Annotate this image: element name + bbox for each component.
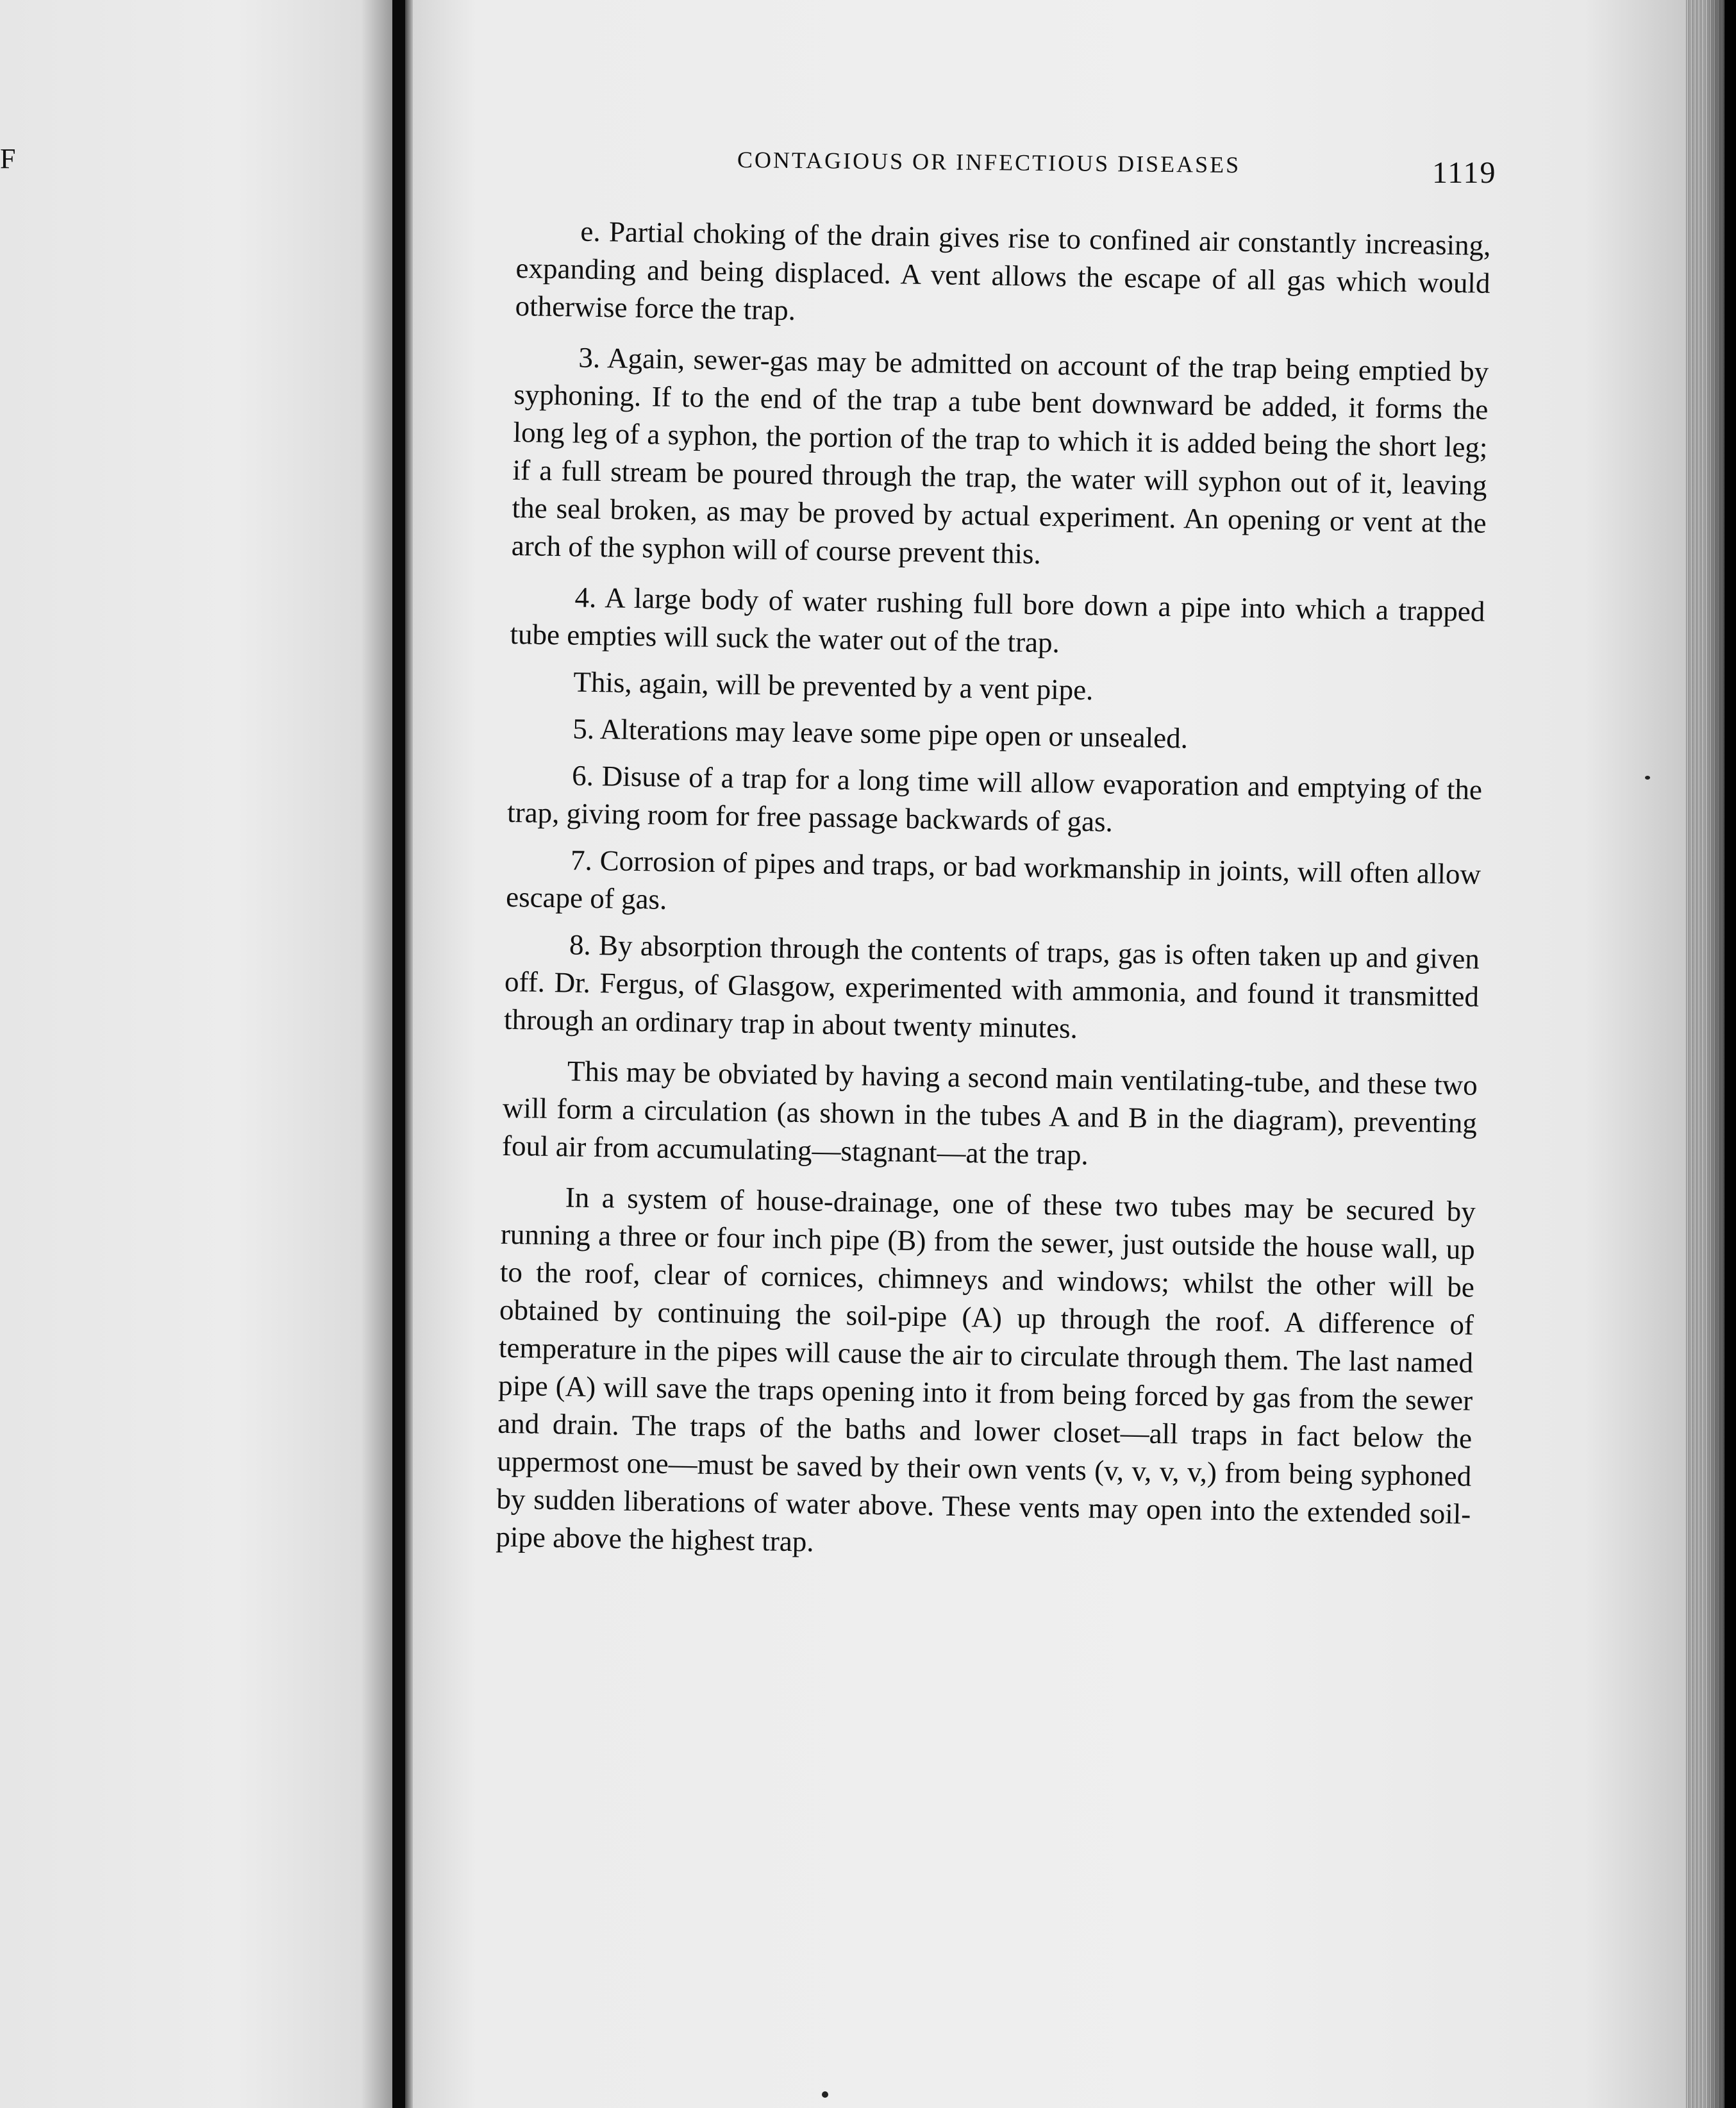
paragraph: This may be obviated by having a second main ventilating-tube, and these two will form a circulation (as shown in the tubes A and B in the diagram), preventing foul air from accumulating—stagnant—at the trap. [501, 1055, 1478, 1171]
paragraph: In a system of house-drainage, one of these two tubes may be secured by running a three or four inch pipe (B) from the sewer, just outside the house wall, up to the roof, clear of cornices, chimneys and windows; whilst the other will be obtained by continuing the soil-pipe (A) up through the roof. A difference of temperature in the pipes will cause the air to circulate through them. The last named pipe (A) will save the traps opening into it from being forced by gas from the sewer and drain. The traps of the baths and lower closet—all traps in fact below the uppermost one—must be saved by their own vents (v, v, v, v,) from being syphoned by sudden liberations of water above. These vents may open into the extended soil-pipe above the highest trap. [496, 1181, 1476, 1558]
paragraph: 8. By absorption through the contents of traps, gas is often taken up and given off. Dr. Fergus, of Glasgow, experimented with ammonia, and found it transmitted through an ordinary trap in about twenty minutes. [503, 928, 1480, 1044]
left-page [0, 0, 392, 2108]
running-head: CONTAGIOUS OR INFECTIOUS DISEASES [737, 147, 1241, 178]
body-text [496, 212, 1491, 1584]
paragraph: 7. Corrosion of pipes and traps, or bad workmanship in joints, will often allow escape of gas. [505, 844, 1481, 916]
paragraph: 3. Again, sewer-gas may be admitted on account of the trap being emptied by syphoning. If to the end of the trap a tube bent downward be added, it forms the long leg of a syphon, the portion of the trap to which it is added being the short leg; if a full stream be poured through the trap, the water will syphon out of it, leaving the seal broken, as may be proved by actual experiment. An opening or vent at the arch of the syphon will of course prevent this. [511, 341, 1489, 570]
paper-speck [1645, 776, 1650, 780]
paragraph: 6. Disuse of a trap for a long time will allow evaporation and emptying of the trap, giving room for free passage backwards of gas. [506, 759, 1483, 838]
paragraph: 5. Alterations may leave some pipe open or unsealed. [572, 712, 1189, 755]
book-gutter [392, 0, 405, 2108]
page-edge-shadow [1705, 0, 1736, 2108]
page-number: 1119 [1432, 156, 1497, 190]
paper-speck [822, 2091, 828, 2098]
left-running-head: F [0, 143, 17, 174]
paragraph: e. Partial choking of the drain gives rise to confined air constantly increasing, expanding and being displaced. A vent allows the escape of all gas which would otherwise force the trap. [515, 215, 1491, 326]
gutter-shadow [405, 0, 413, 2108]
paragraph: This, again, will be prevented by a vent pipe. [573, 665, 1094, 707]
paragraph: 4. A large body of water rushing full bore down a pipe into which a trapped tube empties will suck the water out of the trap. [510, 581, 1485, 659]
